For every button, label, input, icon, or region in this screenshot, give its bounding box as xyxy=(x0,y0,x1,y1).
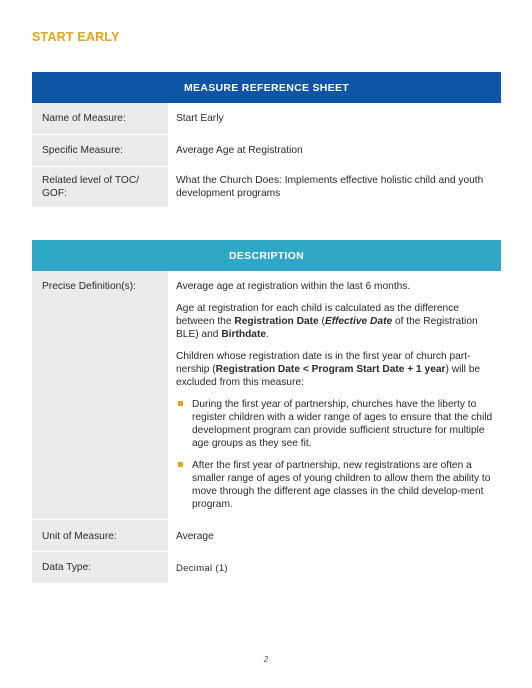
page-number: 2 xyxy=(263,655,269,664)
table-row xyxy=(32,552,501,584)
list-item xyxy=(176,459,493,511)
exclusion-list xyxy=(176,398,493,511)
list-item-text: After the first year of partnership, new registrations are often a smaller range of ages of young children to allow them the ability to move through the different age classes in the child develop-ment program. xyxy=(192,460,491,510)
specific-measure-label: Specific Measure: xyxy=(32,135,168,167)
description-table xyxy=(32,240,501,584)
precise-definition-label: Precise Definition(s): xyxy=(32,271,168,520)
section-heading: START EARLY xyxy=(32,30,120,44)
unit-of-measure-value: Average xyxy=(176,531,214,542)
data-type-value: Decimal (1) xyxy=(176,563,228,574)
measure-reference-header: MEASURE REFERENCE SHEET xyxy=(32,72,501,103)
bold-italic-term: Effective Date xyxy=(324,316,393,327)
text-span: of the Registration BLE) and xyxy=(176,316,478,340)
text-span: Age at registration for each child is calculated as the difference between the xyxy=(176,303,459,327)
table-row xyxy=(32,103,501,135)
text-span: ) will be excluded from this measure: xyxy=(176,364,481,388)
unit-of-measure-label: Unit of Measure: xyxy=(32,520,168,552)
name-of-measure-label: Name of Measure: xyxy=(32,103,168,135)
precise-definition-value xyxy=(168,271,501,520)
bold-term: Birthdate xyxy=(221,329,267,340)
definition-paragraph xyxy=(176,350,493,389)
table-row xyxy=(32,167,501,208)
definition-paragraph: Average age at registration within the last 6 months. xyxy=(176,281,411,292)
list-item-text: During the first year of partnership, churches have the liberty to register children with a wider range of ages to ensure that the child development program can provide sufficient structure for multiple age groups as they see fit. xyxy=(192,399,493,449)
square-bullet-icon xyxy=(178,401,183,406)
text-span: ( xyxy=(318,316,325,327)
table-row xyxy=(32,271,501,520)
list-item xyxy=(176,398,493,450)
text-span: . xyxy=(266,329,269,340)
description-header: DESCRIPTION xyxy=(32,240,501,271)
measure-reference-table xyxy=(32,72,501,208)
specific-measure-value: Average Age at Registration xyxy=(176,145,303,156)
related-level-label: Related level of TOC/ GOF: xyxy=(32,167,168,208)
name-of-measure-value: Start Early xyxy=(176,113,224,124)
bold-term: Registration Date xyxy=(234,316,319,327)
text-span: Children whose registration date is in the first year of church part-nership ( xyxy=(176,351,471,375)
related-level-value: What the Church Does: Implements effective holistic child and youth development programs xyxy=(176,175,484,199)
square-bullet-icon xyxy=(178,462,183,467)
table-row xyxy=(32,520,501,552)
data-type-label: Data Type: xyxy=(32,552,168,584)
table-row xyxy=(32,135,501,167)
bold-term: Registration Date < Program Start Date + 1 year xyxy=(215,364,446,375)
definition-paragraph xyxy=(176,302,493,341)
